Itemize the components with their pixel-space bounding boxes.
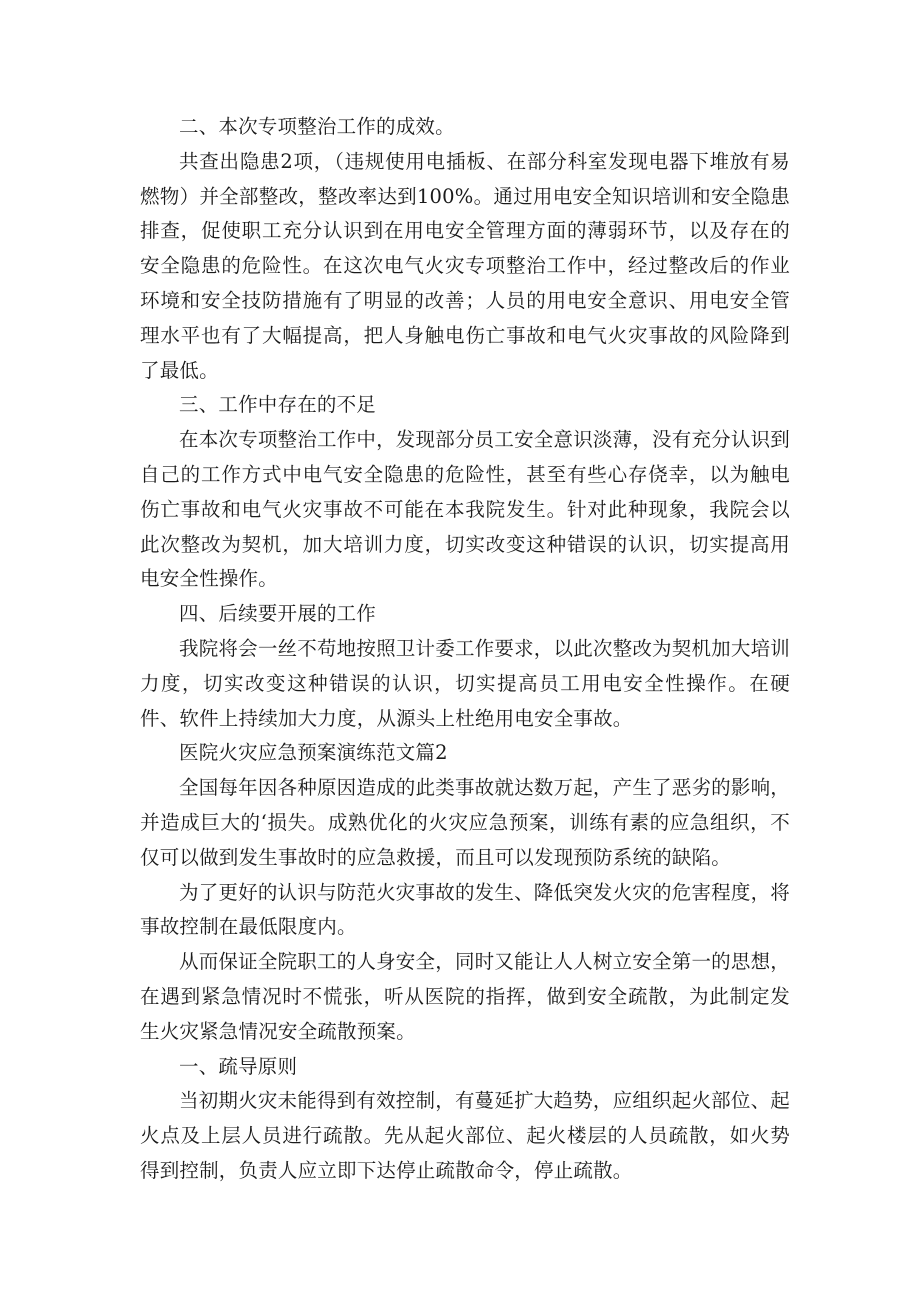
section-heading-evacuation-principles: 一、疏导原则 <box>179 1054 298 1078</box>
paragraph-achievements: 共查出隐患2项，（违规使用电插板、在部分科室发现电器下堆放有易燃物）并全部整改，整改率达到100%。通过用电安全知识培训和安全隐患排查，促使职工充分认识到在用电安全管理方面的薄弱环节，以及存在的安全隐患的危险性。在这次电气火灾专项整治工作中，经过整改后的作业环境和安全技防措施有了明显的改善；人员的用电安全意识、用电安全管理水平也有了大幅提高，把人身触电伤亡事故和电气火灾事故的风险降到了最低。 <box>140 149 790 382</box>
paragraph-evacuation-principles: 当初期火灾未能得到有效控制，有蔓延扩大趋势，应组织起火部位、起火点及上层人员进行疏散。先从起火部位、起火楼层的人员疏散，如火势得到控制，负责人应立即下达停止疏散命令，停止疏散。 <box>140 1089 790 1182</box>
section-heading-shortcomings: 三、工作中存在的不足 <box>179 393 377 417</box>
section-heading-achievements: 二、本次专项整治工作的成效。 <box>179 115 455 138</box>
paragraph-follow-up: 我院将会一丝不苟地按照卫计委工作要求，以此次整改为契机加大培训力度，切实改变这种错误的认识，切实提高员工用电安全性操作。在硬件、软件上持续加大力度，从源头上杜绝用电安全事故。 <box>140 636 790 730</box>
paragraph-intro: 全国每年因各种原因造成的此类事故就达数万起，产生了恶劣的影响，并造成巨大的‘损失。成熟优化的火灾应急预案，训练有素的应急组织，不仅可以做到发生事故时的应急救援，而且可以发现预防系统的缺陷。 <box>140 776 790 869</box>
document-body <box>140 110 790 1189</box>
section-heading-follow-up: 四、后续要开展的工作 <box>179 602 377 626</box>
paragraph-shortcomings: 在本次专项整治工作中，发现部分员工安全意识淡薄，没有充分认识到自己的工作方式中电气安全隐患的危险性，甚至有些心存侥幸，以为触电伤亡事故和电气火灾事故不可能在本我院发生。针对此种现象，我院会以此次整改为契机，加大培训力度，切实改变这种错误的认识，切实提高用电安全性操作。 <box>140 428 790 591</box>
article-title-2: 医院火灾应急预案演练范文篇2 <box>179 741 448 765</box>
paragraph-safety-goal: 从而保证全院职工的人身安全，同时又能让人人树立安全第一的思想，在遇到紧急情况时不慌张，听从医院的指挥，做到安全疏散，为此制定发生火灾紧急情况安全疏散预案。 <box>140 950 790 1043</box>
paragraph-purpose: 为了更好的认识与防范火灾事故的发生、降低突发火灾的危害程度，将事故控制在最低限度内。 <box>140 880 790 939</box>
